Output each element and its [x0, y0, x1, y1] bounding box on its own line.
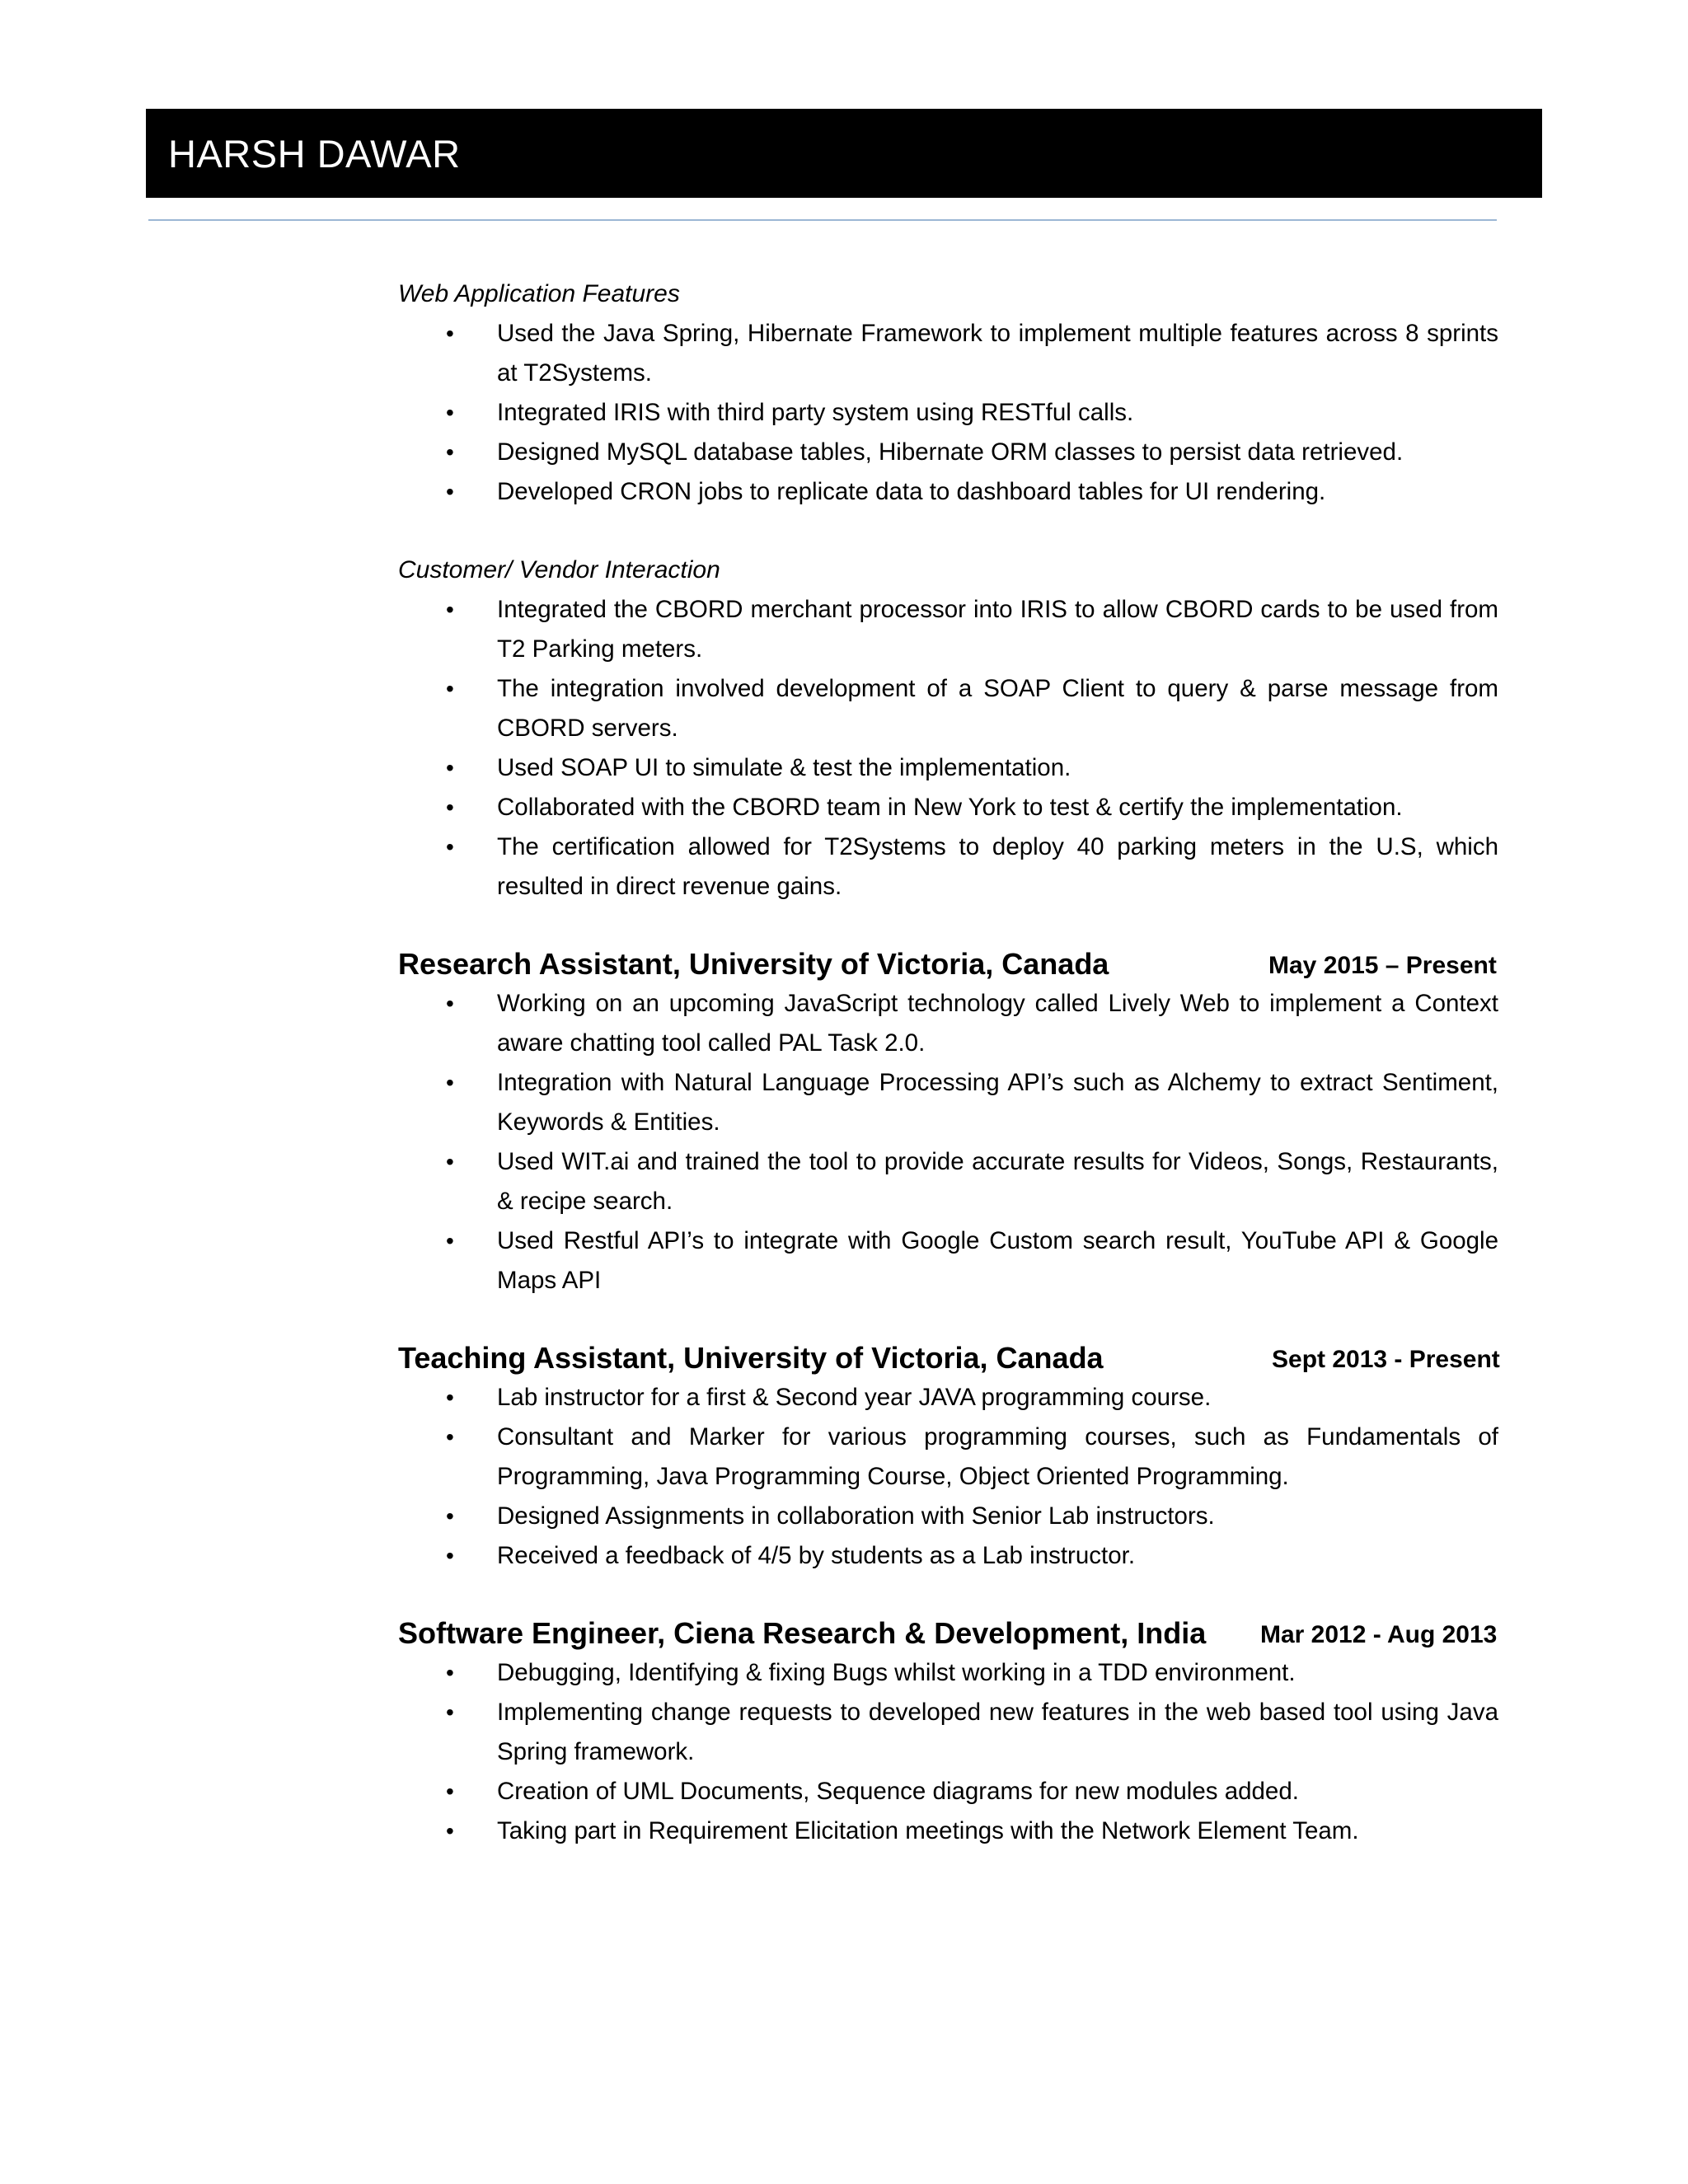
bullet-text: Designed Assignments in collaboration with Senior Lab instructors. — [497, 1502, 1215, 1530]
bullet-icon: • — [446, 400, 454, 425]
list-item — [398, 827, 1498, 907]
bullet-icon: • — [446, 755, 454, 780]
bullet-icon: • — [446, 1424, 454, 1450]
bullet-text: Creation of UML Documents, Sequence diagrams for new modules added. — [497, 1778, 1299, 1805]
bullet-icon: • — [446, 1228, 454, 1254]
section-customer-vendor-interaction — [398, 551, 1498, 907]
job-title: Software Engineer, Ciena Research & Development, India — [398, 1616, 1207, 1650]
bullet-text: Used the Java Spring, Hibernate Framework to implement multiple features across 8 sprints at T2Systems. — [497, 320, 1498, 387]
bullet-icon: • — [446, 1149, 454, 1174]
list-item — [398, 1142, 1498, 1221]
bullet-icon: • — [446, 321, 454, 346]
spacer — [398, 907, 1498, 944]
bullet-list — [398, 314, 1498, 512]
list-item — [398, 1811, 1498, 1851]
spacer — [398, 1576, 1498, 1614]
bullet-text: Designed MySQL database tables, Hibernate ORM classes to persist data retrieved. — [497, 438, 1404, 466]
bullet-icon: • — [446, 1503, 454, 1529]
list-item — [398, 393, 1498, 433]
section-web-application-features — [398, 274, 1498, 512]
bullet-list — [398, 590, 1498, 907]
bullet-icon: • — [446, 991, 454, 1016]
bullet-text: Received a feedback of 4/5 by students as a Lab instructor. — [497, 1542, 1136, 1569]
candidate-name: HARSH DAWAR — [168, 131, 461, 176]
bullet-text: Developed CRON jobs to replicate data to dashboard tables for UI rendering. — [497, 478, 1326, 505]
list-item — [398, 984, 1498, 1063]
name-header-bar — [146, 109, 1542, 198]
job-title: Research Assistant, University of Victoria, Canada — [398, 947, 1109, 981]
resume-content — [398, 274, 1498, 1851]
bullet-icon: • — [446, 1543, 454, 1568]
bullet-text: Consultant and Marker for various programming courses, such as Fundamentals of Programming, Java Programming Course, Object Oriented Programming. — [497, 1423, 1498, 1490]
bullet-icon: • — [446, 479, 454, 504]
job-heading — [398, 1338, 1498, 1378]
header-divider — [148, 219, 1497, 221]
bullet-text: Debugging, Identifying & fixing Bugs whilst working in a TDD environment. — [497, 1659, 1296, 1686]
list-item — [398, 1063, 1498, 1142]
bullet-icon: • — [446, 1779, 454, 1804]
list-item — [398, 590, 1498, 669]
list-item — [398, 748, 1498, 788]
bullet-icon: • — [446, 1385, 454, 1410]
bullet-icon: • — [446, 1660, 454, 1685]
bullet-text: Taking part in Requirement Elicitation meetings with the Network Element Team. — [497, 1817, 1359, 1844]
list-item — [398, 788, 1498, 827]
list-item — [398, 1772, 1498, 1811]
bullet-text: Collaborated with the CBORD team in New York to test & certify the implementation. — [497, 794, 1403, 821]
job-date: Sept 2013 - Present — [1272, 1346, 1500, 1373]
list-item — [398, 1497, 1498, 1536]
bullet-text: Integrated the CBORD merchant processor into IRIS to allow CBORD cards to be used from T2 Parking meters. — [497, 596, 1498, 663]
spacer — [398, 512, 1498, 551]
list-item — [398, 472, 1498, 512]
bullet-icon: • — [446, 794, 454, 820]
bullet-icon: • — [446, 1699, 454, 1725]
bullet-text: Implementing change requests to developed new features in the web based tool using Java Spring framework. — [497, 1699, 1498, 1765]
section-software-engineer-ciena — [398, 1614, 1498, 1851]
bullet-icon: • — [446, 1070, 454, 1095]
bullet-text: The certification allowed for T2Systems to deploy 40 parking meters in the U.S, which resulted in direct revenue gains. — [497, 833, 1498, 900]
sub-heading: Web Application Features — [398, 280, 680, 307]
list-item — [398, 433, 1498, 472]
job-heading — [398, 1614, 1498, 1653]
bullet-text: Lab instructor for a first & Second year JAVA programming course. — [497, 1384, 1212, 1411]
job-date: Mar 2012 - Aug 2013 — [1260, 1621, 1498, 1648]
bullet-text: Integrated IRIS with third party system using RESTful calls. — [497, 399, 1134, 426]
section-teaching-assistant — [398, 1338, 1498, 1576]
bullet-text: The integration involved development of a SOAP Client to query & parse message from CBORD servers. — [497, 675, 1498, 742]
job-heading — [398, 944, 1498, 984]
bullet-icon: • — [446, 834, 454, 860]
list-item — [398, 1536, 1498, 1576]
list-item — [398, 1653, 1498, 1693]
bullet-text: Used SOAP UI to simulate & test the implementation. — [497, 754, 1071, 781]
list-item — [398, 1221, 1498, 1301]
job-title: Teaching Assistant, University of Victoria, Canada — [398, 1341, 1104, 1375]
bullet-text: Used Restful API’s to integrate with Google Custom search result, YouTube API & Google Maps API — [497, 1227, 1498, 1294]
bullet-list — [398, 1653, 1498, 1851]
list-item — [398, 1418, 1498, 1497]
job-date: May 2015 – Present — [1268, 952, 1497, 979]
list-item — [398, 669, 1498, 748]
bullet-icon: • — [446, 1818, 454, 1844]
bullet-icon: • — [446, 597, 454, 622]
list-item — [398, 1378, 1498, 1418]
bullet-list — [398, 1378, 1498, 1576]
bullet-text: Working on an upcoming JavaScript technology called Lively Web to implement a Context aware chatting tool called PAL Task 2.0. — [497, 990, 1498, 1057]
bullet-icon: • — [446, 676, 454, 701]
bullet-icon: • — [446, 439, 454, 465]
bullet-text: Integration with Natural Language Processing API’s such as Alchemy to extract Sentiment, Keywords & Entities. — [497, 1069, 1498, 1136]
bullet-text: Used WIT.ai and trained the tool to provide accurate results for Videos, Songs, Restaurants, & recipe search. — [497, 1148, 1498, 1215]
list-item — [398, 1693, 1498, 1772]
list-item — [398, 314, 1498, 393]
section-research-assistant — [398, 944, 1498, 1301]
spacer — [398, 1301, 1498, 1338]
bullet-list — [398, 984, 1498, 1301]
sub-heading: Customer/ Vendor Interaction — [398, 556, 720, 583]
